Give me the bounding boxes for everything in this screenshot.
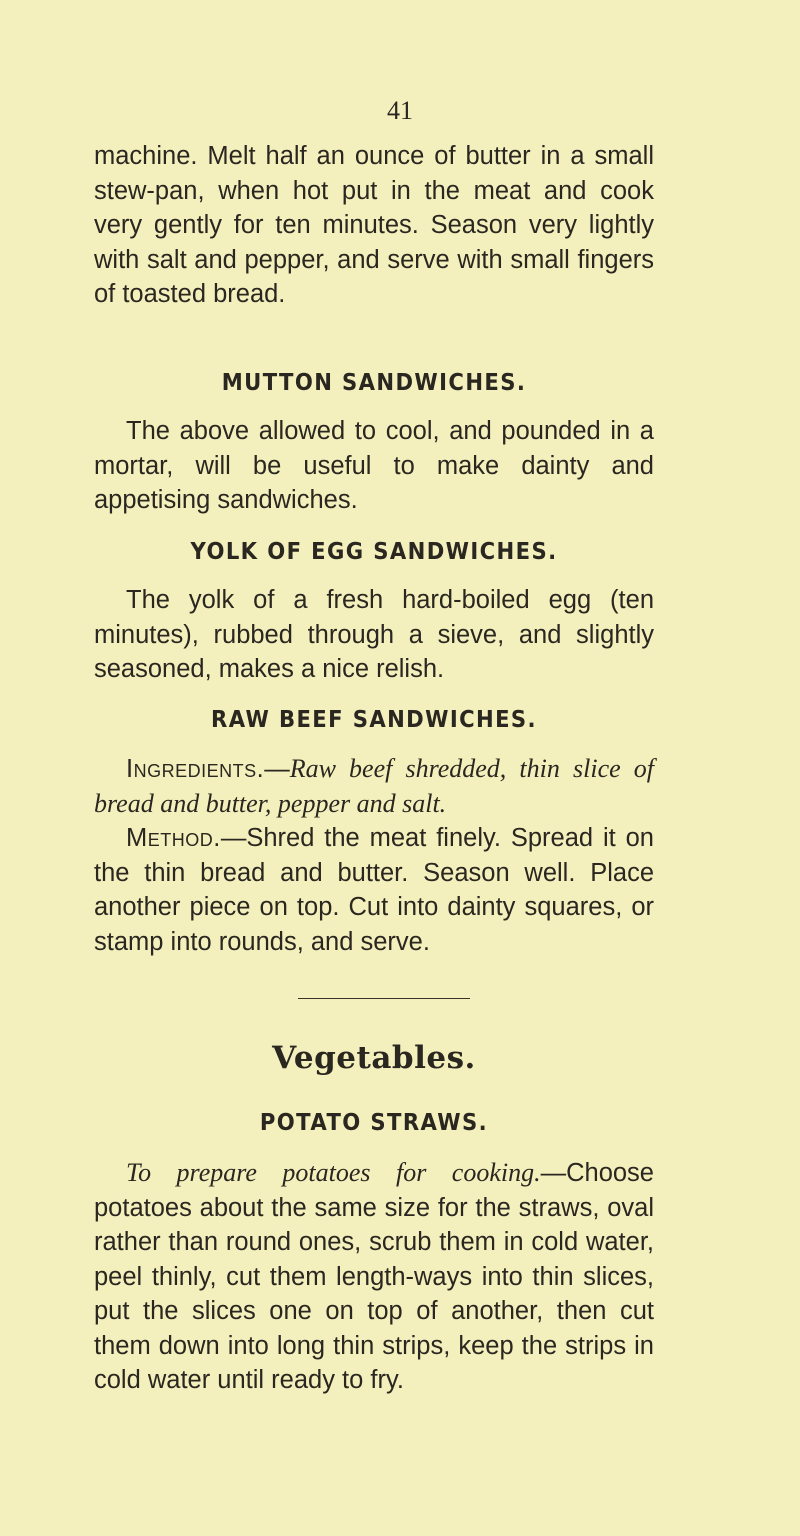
ingredients-text: Raw beef shredded, thin slice of bread and butter, pepper and salt. (94, 754, 654, 818)
ingredients-label: Ingredients. (126, 755, 265, 783)
raw-beef-sandwiches-section (94, 752, 654, 959)
potato-straws-body: Choose potatoes about the same size for the straws, oval rather than round ones, scrub them in cold water, peel thinly, cut them length-ways into thin slices, put the slices one on top of another, then cut them down into long thin strips, keep the strips in cold water until ready to fry. (94, 1159, 654, 1394)
potato-straws-text: To prepare potatoes for cooking.—Choose potatoes about the same size for the straws, oval rather than round ones, scrub them in cold water, peel thinly, cut them length-ways into thin slices, put the slices one on top of another, then cut them down into long thin strips, keep the strips in cold water until ready to fry. (94, 1158, 654, 1394)
yolk-of-egg-sandwiches-paragraph (94, 583, 654, 687)
mutton-sandwiches-paragraph (94, 414, 654, 518)
ingredients-paragraph: Ingredients.—Raw beef shredded, thin slice of bread and butter, pepper and salt. (94, 754, 654, 818)
yolk-of-egg-sandwiches-heading: YOLK OF EGG SANDWICHES. (190, 539, 558, 565)
vegetables-section-title: Vegetables. (272, 1040, 476, 1076)
potato-straws-intro: To prepare potatoes for cooking. (126, 1158, 541, 1187)
method-text: Shred the meat finely. Spread it on the thin bread and butter. Season well. Place another piece on top. Cut into dainty squares, or stamp into rounds, and serve. (94, 824, 654, 956)
raw-beef-sandwiches-heading: RAW BEEF SANDWICHES. (211, 707, 537, 733)
page-number: 41 (387, 96, 413, 125)
section-divider (298, 998, 470, 999)
potato-straws-paragraph (94, 1156, 654, 1398)
yolk-of-egg-sandwiches-text: The yolk of a fresh hard-boiled egg (ten minutes), rubbed through a sieve, and slightly seasoned, makes a nice relish. (94, 586, 654, 683)
mutton-sandwiches-heading: MUTTON SANDWICHES. (221, 370, 527, 396)
intro-paragraph (94, 139, 654, 312)
method-label: Method. (126, 824, 221, 852)
intro-text: machine. Melt half an ounce of butter in a small stew-pan, when hot put in the meat and cook very gently for ten minutes. Season very lightly with salt and pepper, and serve with small fingers of toasted bread. (94, 142, 654, 308)
potato-straws-heading: POTATO STRAWS. (259, 1110, 489, 1136)
method-paragraph: Method.—Shred the meat finely. Spread it on the thin bread and butter. Season well. Place another piece on top. Cut into dainty squares, or stamp into rounds, and serve. (94, 824, 654, 956)
mutton-sandwiches-text: The above allowed to cool, and pounded in a mortar, will be useful to make dainty and appetising sandwiches. (94, 417, 654, 514)
